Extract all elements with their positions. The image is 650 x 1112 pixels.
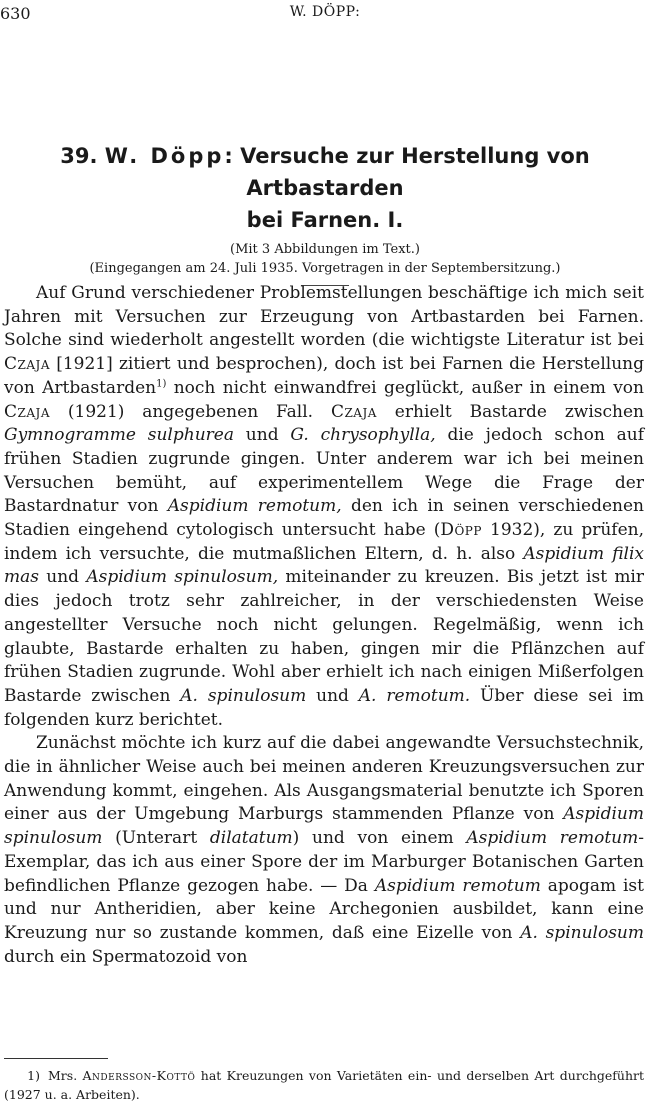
footnote-number: 1) — [27, 1068, 40, 1083]
species-name: Aspidium spinulosum, — [86, 567, 279, 588]
footnote: 1) Mrs. Andersson-Kottö hat Kreuzungen von Varietäten ein- und derselben Art durchgeführt (1927 u. a. Arbeiten). — [4, 1068, 645, 1102]
footnote-divider — [4, 1058, 108, 1059]
species-name: A. spinulosum — [180, 685, 307, 706]
author-citation: Döpp — [440, 520, 482, 541]
page-header — [0, 4, 650, 24]
article-title — [0, 140, 650, 236]
article-author: W. Döpp — [104, 144, 225, 168]
species-name: Aspidium remotum — [374, 875, 541, 896]
species-name: Gymnogramme sulphurea — [4, 425, 234, 446]
species-name: Aspidium remotum, — [167, 496, 342, 517]
author-citation: Czaja — [4, 401, 50, 422]
running-head: W. DÖPP: — [289, 4, 361, 20]
article-title-line1: : Versuche zur Herstellung von Artbastarden — [224, 144, 590, 200]
received-note: (Eingegangen am 24. Juli 1935. Vorgetragen in der Septembersitzung.) — [89, 261, 561, 276]
paragraph-1: Auf Grund verschiedener Problemstellungen beschäftige ich mich seit Jahren mit Versuchen zur Erzeugung von Artbastarden bei Farnen. Solche sind wiederholt angestellt worden (die wichtigste Literatur ist bei Czaja [1921] zitiert und besprochen), doch ist bei Farnen die Herstellung von Artbastarden$^{1)}$ noch nicht einwandfrei geglückt, außer in einem von Czaja (1921) angegebenen Fall. Czaja erhielt Bastarde zwischen Gymnogramme sulphurea und G. chrysophylla, die jedoch schon auf frühen Stadien zugrunde gingen. Unter anderem war ich bei meinen Versuchen bemüht, auf experimentellem Wege die Frage der Bastardnatur von Aspidium remotum, den ich in seinen verschiedenen Stadien eingehend cytologisch untersucht habe (Döpp 1932), zu prüfen, indem ich versuchte, die mutmaßlichen Eltern, d. h. also Aspidium filix mas und Aspidium spinulosum, miteinander zu kreuzen. Bis jetzt ist mir dies jedoch trotz sehr zahlreicher, in der verschiedensten Weise angestellter Versuche noch nicht gelungen. Regelmäßig, wenn ich glaubte, Bastarde erhalten zu haben, gingen mir die Pflänzchen auf frühen Stadien zugrunde. Wohl aber erhielt ich nach einigen Mißerfolgen Bastarde zwischen A. spinulosum und A. remotum. Über diese sei im folgenden kurz berichtet. — [4, 283, 645, 730]
article-title-line2: bei Farnen. I. — [246, 208, 404, 232]
species-name: A. remotum. — [358, 685, 471, 706]
author-citation: Andersson-Kottö — [82, 1068, 196, 1083]
species-name: Aspidium filix mas — [4, 543, 644, 588]
author-citation: Czaja — [4, 354, 50, 375]
species-name: A. spinulosum — [520, 922, 644, 943]
species-name: Aspidium spinulosum — [4, 804, 644, 849]
paragraph-2: Zunächst möchte ich kurz auf die dabei angewandte Versuchstechnik, die in ähnlicher Weise auch bei meinen anderen Kreuzungsversuchen zur Anwendung kommt, eingehen. Als Ausgangsmaterial benutzte ich Sporen einer aus der Umgebung Marburgs stammenden Pflanze von Aspidium spinulosum (Unterart dilatatum) und von einem Aspidium remotum-Exemplar, das ich aus einer Spore der im Marburger Botanischen Garten befindlichen Pflanze gezogen habe. — Da Aspidium remotum apogam ist und nur Antheridien, aber keine Archegonien ausbildet, kann eine Kreuzung nur so zustande kommen, daß eine Eizelle von A. spinulosum durch ein Spermatozoid von — [4, 733, 644, 967]
species-name: G. chrysophylla, — [290, 425, 436, 446]
page-number: 630 — [0, 4, 31, 23]
illustrations-note: (Mit 3 Abbildungen im Text.) — [230, 242, 420, 257]
subspecies-name: dilatatum — [209, 828, 293, 849]
body-text — [4, 282, 644, 969]
footnote-reference[interactable]: 1) — [156, 378, 167, 390]
author-citation: Czaja — [330, 401, 377, 422]
article-number: 39. — [60, 144, 98, 168]
title-block — [0, 140, 650, 286]
species-name: Aspidium remotum — [466, 828, 639, 849]
